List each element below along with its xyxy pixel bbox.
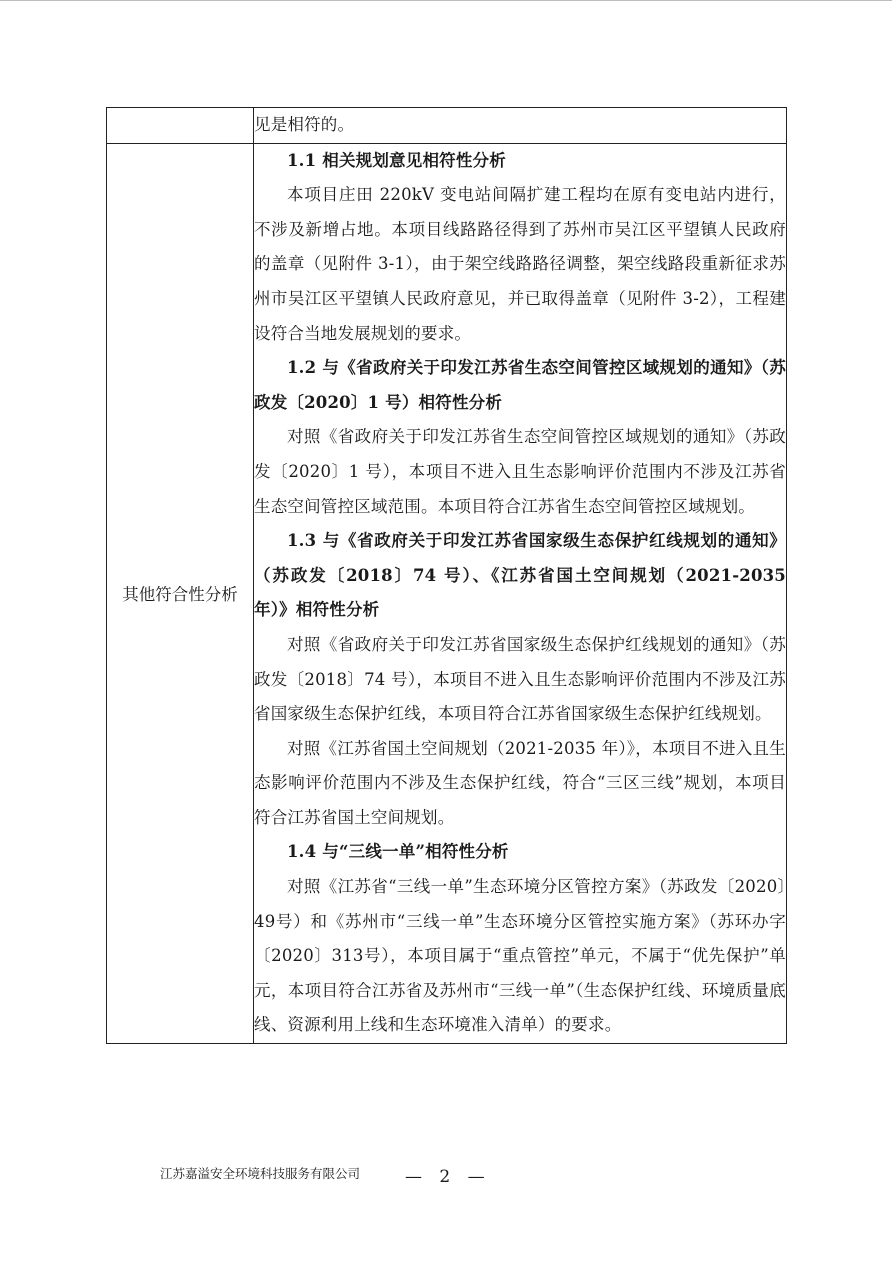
analysis-table bbox=[106, 107, 787, 1044]
paragraph-1-3-a: 对照《省政府关于印发江苏省国家级生态保护红线规划的通知》（苏政发〔2018〕74 号），本项目不进入且生态影响评价范围内不涉及江苏省国家级生态保护红线，本项目符合江苏省国家级生态保护红线规划。 bbox=[254, 634, 786, 724]
section-heading-1-4: 1.4 与“三线一单”相符性分析 bbox=[287, 842, 509, 862]
table-row bbox=[107, 143, 787, 1043]
row1-content-cell bbox=[254, 108, 787, 144]
row2-content-cell bbox=[254, 143, 787, 1043]
section-heading-1-1: 1.1 相关规划意见相符性分析 bbox=[287, 150, 506, 170]
paragraph-1-2: 对照《省政府关于印发江苏省生态空间管控区域规划的通知》（苏政发〔2020〕1 号），本项目不进入且生态影响评价范围内不涉及江苏省生态空间管控区域范围。本项目符合江苏省生态空间管控区域规划。 bbox=[254, 427, 786, 516]
footer-page-number: — 2 — bbox=[405, 1167, 491, 1187]
row1-label-cell bbox=[107, 108, 254, 144]
paragraph-1-1: 本项目庄田 220kV 变电站间隔扩建工程均在原有变电站内进行，不涉及新增占地。本项目线路路径得到了苏州市吴江区平望镇人民政府的盖章（见附件 3-1），由于架空线路路径调整，架空线路段重新征求苏州市吴江区平望镇人民政府意见，并已取得盖章（见附件 3-2），工程建设符合当地发展规划的要求。 bbox=[254, 185, 786, 343]
paragraph-1-3-b: 对照《江苏省国土空间规划（2021-2035 年）》，本项目不进入且生态影响评价范围内不涉及生态保护红线，符合“三区三线”规划，本项目符合江苏省国土空间规划。 bbox=[254, 738, 786, 827]
page-top-edge bbox=[0, 0, 892, 1]
table-row bbox=[107, 108, 787, 144]
paragraph-1-4: 对照《江苏省“三线一单”生态环境分区管控方案》（苏政发〔2020〕49号）和《苏州市“三线一单”生态环境分区管控实施方案》（苏环办字〔2020〕313号），本项目属于“重点管控”单元，不属于“优先保护”单元，本项目符合江苏省及苏州市“三线一单”（生态保护红线、环境质量底线、资源利用上线和生态环境准入清单）的要求。 bbox=[254, 877, 786, 1035]
section-heading-1-2: 1.2 与《省政府关于印发江苏省生态空间管控区域规划的通知》（苏政发〔2020〕1 号）相符性分析 bbox=[254, 358, 786, 412]
section-heading-1-3: 1.3 与《省政府关于印发江苏省国家级生态保护红线规划的通知》（苏政发〔2018〕74 号）、《江苏省国土空间规划（2021-2035 年）》相符性分析 bbox=[254, 531, 786, 620]
row1-text: 见是相符的。 bbox=[254, 115, 355, 134]
footer-company-name: 江苏嘉溢安全环境科技服务有限公司 bbox=[160, 1166, 361, 1181]
row-label-other-compliance: 其他符合性分析 bbox=[107, 143, 254, 1043]
